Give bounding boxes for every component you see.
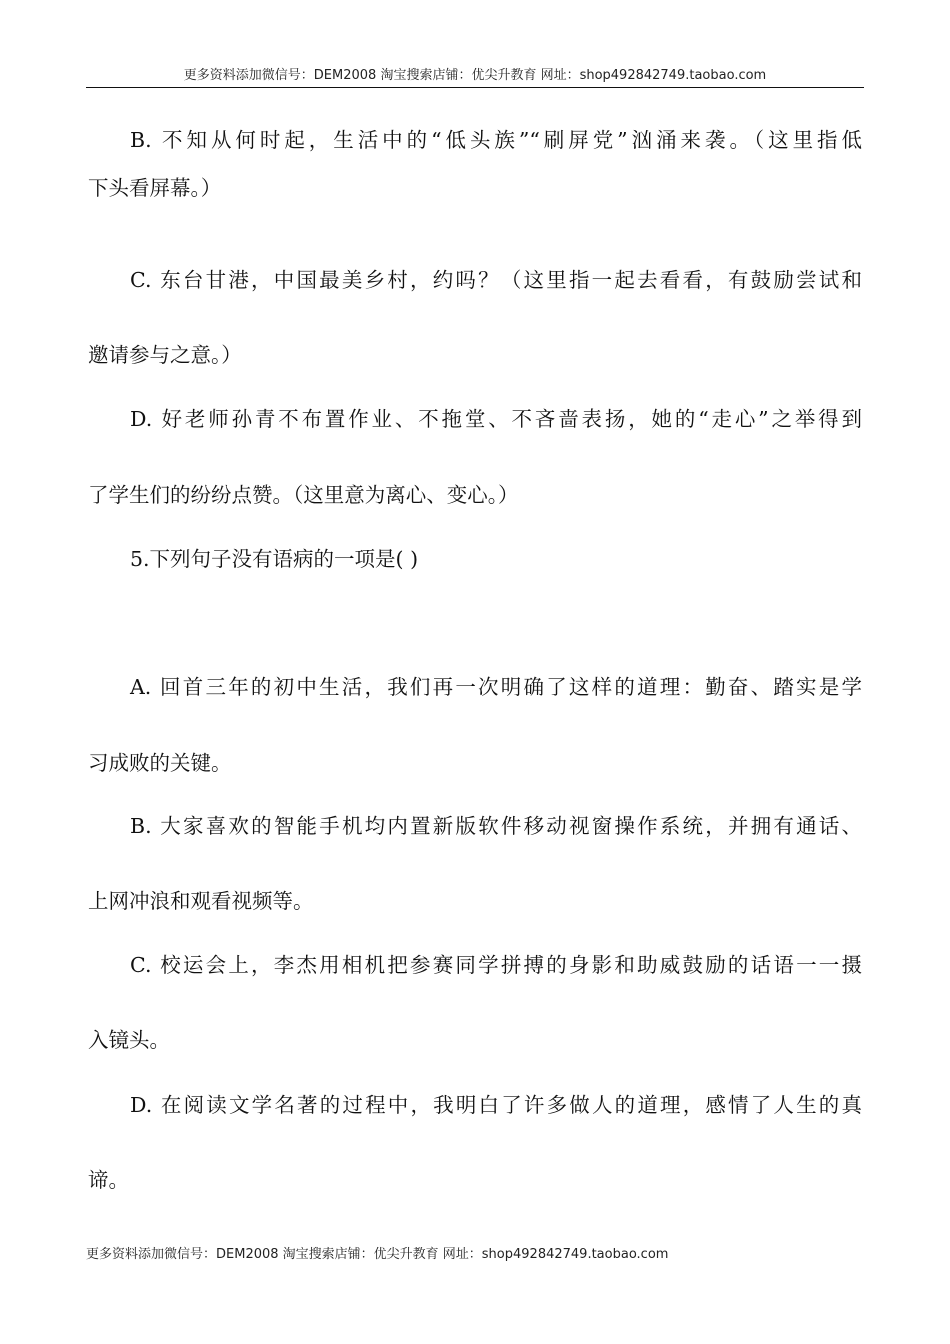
q5-option-c-line-2: 入镜头。 (88, 1028, 170, 1052)
q5-option-d-line-1: D. 在阅读文学名著的过程中，我明白了许多做人的道理，感情了人生的真 (130, 1093, 862, 1117)
q5-option-a-line-1: A. 回首三年的初中生活，我们再一次明确了这样的道理：勤奋、踏实是学 (130, 675, 862, 699)
option-d-line-1: D. 好老师孙青不布置作业、不拖堂、不吝啬表扬，她的“走心”之举得到 (130, 407, 862, 431)
page-header: 更多资料添加微信号：DEM2008 淘宝搜索店铺：优尖升教育 网址：shop492842749.taobao.com (183, 68, 767, 83)
option-b-line-1: B. 不知从何时起，生活中的“低头族”“刷屏党”汹涌来袭。（这里指低 (130, 128, 862, 152)
q5-option-a-line-2: 习成败的关键。 (88, 751, 232, 775)
option-c-line-2: 邀请参与之意。） (88, 343, 242, 367)
q5-option-c-line-1: C. 校运会上，李杰用相机把参赛同学拼搏的身影和助威鼓励的话语一一摄 (130, 953, 862, 977)
option-b-line-2: 下头看屏幕。） (88, 176, 222, 200)
page-footer: 更多资料添加微信号：DEM2008 淘宝搜索店铺：优尖升教育 网址：shop492842749.taobao.com (86, 1247, 669, 1262)
option-c-line-1: C. 东台甘港，中国最美乡村，约吗？（这里指一起去看看，有鼓励尝试和 (130, 268, 862, 292)
question-5-stem: 5.下列句子没有语病的一项是( ) (130, 547, 419, 571)
q5-option-d-line-2: 谛。 (88, 1168, 129, 1192)
q5-option-b-line-1: B. 大家喜欢的智能手机均内置新版软件移动视窗操作系统，并拥有通话、 (130, 814, 862, 838)
q5-option-b-line-2: 上网冲浪和观看视频等。 (88, 889, 314, 913)
option-d-line-2: 了学生们的纷纷点赞。（这里意为离心、变心。） (88, 483, 519, 507)
header-divider (86, 87, 864, 88)
